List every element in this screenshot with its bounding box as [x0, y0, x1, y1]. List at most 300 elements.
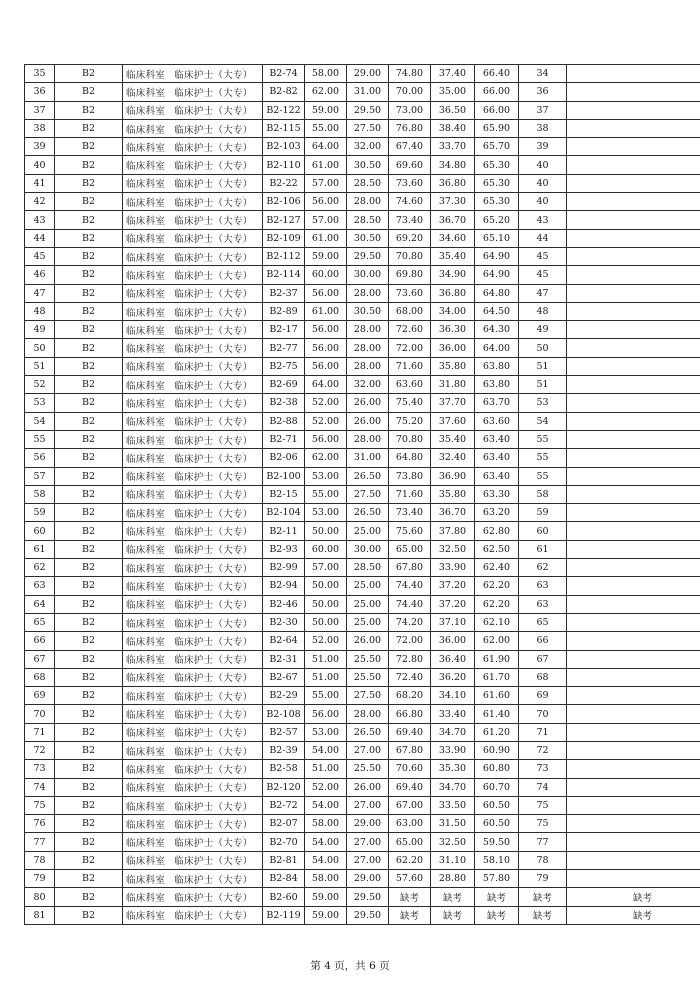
cell-total-score: 缺考: [475, 888, 519, 906]
table-row: [25, 632, 700, 650]
cell-remark: [567, 833, 700, 851]
cell-interview-weighted: 36.80: [431, 284, 475, 302]
cell-interview-score: 67.00: [389, 796, 431, 814]
cell-written-score: 52.00: [305, 394, 347, 412]
cell-remark: [567, 266, 700, 284]
post-label: 临床护士（大专）: [174, 472, 253, 484]
cell-interview-weighted: 34.00: [431, 302, 475, 320]
cell-seq-no: 64: [25, 595, 55, 613]
cell-seq-no: 48: [25, 302, 55, 320]
cell-exam-no: B2-104: [263, 504, 305, 522]
cell-written-score: 60.00: [305, 266, 347, 284]
cell-interview-score: 57.60: [389, 870, 431, 888]
department-label: 临床科室: [126, 472, 166, 484]
cell-exam-no: B2-39: [263, 741, 305, 759]
cell-department-post: [123, 357, 263, 375]
cell-written-score: 64.00: [305, 376, 347, 394]
cell-exam-no: B2-15: [263, 485, 305, 503]
cell-category: B2: [55, 632, 123, 650]
cell-exam-no: B2-38: [263, 394, 305, 412]
cell-interview-weighted: 缺考: [431, 888, 475, 906]
cell-seq-no: 47: [25, 284, 55, 302]
post-label: 临床护士（大专）: [174, 728, 253, 740]
cell-written-weighted: 29.50: [347, 101, 389, 119]
post-label: 临床护士（大专）: [174, 362, 253, 374]
cell-category: B2: [55, 650, 123, 668]
cell-department-post: [123, 119, 263, 137]
cell-rank: 70: [519, 705, 567, 723]
cell-interview-score: 74.20: [389, 613, 431, 631]
table-row: [25, 65, 700, 83]
cell-rank: 45: [519, 266, 567, 284]
cell-seq-no: 67: [25, 650, 55, 668]
cell-seq-no: 51: [25, 357, 55, 375]
cell-category: B2: [55, 723, 123, 741]
cell-interview-weighted: 36.20: [431, 668, 475, 686]
cell-rank: 36: [519, 83, 567, 101]
cell-interview-weighted: 33.90: [431, 559, 475, 577]
post-label: 临床护士（大专）: [174, 87, 253, 99]
table-row: [25, 193, 700, 211]
department-label: 临床科室: [126, 307, 166, 319]
cell-interview-weighted: 缺考: [431, 906, 475, 924]
post-label: 临床护士（大专）: [174, 691, 253, 703]
cell-exam-no: B2-93: [263, 540, 305, 558]
post-label: 临床护士（大专）: [174, 783, 253, 795]
cell-department-post: [123, 394, 263, 412]
cell-written-score: 53.00: [305, 467, 347, 485]
cell-category: B2: [55, 193, 123, 211]
post-label: 临床护士（大专）: [174, 673, 253, 685]
cell-interview-score: 63.60: [389, 376, 431, 394]
cell-remark: [567, 321, 700, 339]
table-row: [25, 247, 700, 265]
cell-written-score: 54.00: [305, 796, 347, 814]
cell-remark: [567, 339, 700, 357]
department-label: 临床科室: [126, 783, 166, 795]
cell-exam-no: B2-94: [263, 577, 305, 595]
cell-department-post: [123, 632, 263, 650]
cell-category: B2: [55, 321, 123, 339]
table-row: [25, 357, 700, 375]
table-row: [25, 851, 700, 869]
cell-category: B2: [55, 778, 123, 796]
cell-written-weighted: 29.50: [347, 888, 389, 906]
cell-department-post: [123, 266, 263, 284]
cell-rank: 60: [519, 522, 567, 540]
department-label: 临床科室: [126, 746, 166, 758]
cell-rank: 40: [519, 193, 567, 211]
cell-written-score: 62.00: [305, 83, 347, 101]
department-label: 临床科室: [126, 124, 166, 136]
table-row: [25, 266, 700, 284]
cell-total-score: 65.70: [475, 138, 519, 156]
cell-rank: 53: [519, 394, 567, 412]
table-row: [25, 668, 700, 686]
cell-remark: [567, 119, 700, 137]
cell-interview-score: 73.60: [389, 174, 431, 192]
table-row: [25, 705, 700, 723]
cell-exam-no: B2-114: [263, 266, 305, 284]
table-row: [25, 174, 700, 192]
post-label: 临床护士（大专）: [174, 252, 253, 264]
table-row: [25, 302, 700, 320]
cell-department-post: [123, 687, 263, 705]
cell-seq-no: 60: [25, 522, 55, 540]
cell-written-weighted: 25.00: [347, 577, 389, 595]
cell-interview-score: 62.20: [389, 851, 431, 869]
department-label: 临床科室: [126, 270, 166, 282]
cell-written-score: 54.00: [305, 741, 347, 759]
cell-written-weighted: 28.00: [347, 339, 389, 357]
cell-written-score: 59.00: [305, 247, 347, 265]
cell-rank: 59: [519, 504, 567, 522]
cell-exam-no: B2-29: [263, 687, 305, 705]
cell-seq-no: 71: [25, 723, 55, 741]
cell-department-post: [123, 577, 263, 595]
cell-category: B2: [55, 705, 123, 723]
cell-written-weighted: 26.50: [347, 467, 389, 485]
cell-seq-no: 38: [25, 119, 55, 137]
cell-category: B2: [55, 284, 123, 302]
cell-exam-no: B2-122: [263, 101, 305, 119]
post-label: 临床护士（大专）: [174, 325, 253, 337]
table-row: [25, 229, 700, 247]
cell-rank: 缺考: [519, 888, 567, 906]
cell-department-post: [123, 174, 263, 192]
table-row: [25, 778, 700, 796]
cell-total-score: 61.40: [475, 705, 519, 723]
cell-remark: [567, 760, 700, 778]
cell-seq-no: 59: [25, 504, 55, 522]
cell-exam-no: B2-100: [263, 467, 305, 485]
cell-interview-weighted: 37.30: [431, 193, 475, 211]
cell-interview-weighted: 37.80: [431, 522, 475, 540]
post-label: 临床护士（大专）: [174, 417, 253, 429]
cell-total-score: 63.20: [475, 504, 519, 522]
cell-interview-score: 67.80: [389, 559, 431, 577]
cell-rank: 72: [519, 741, 567, 759]
cell-written-score: 54.00: [305, 851, 347, 869]
post-label: 临床护士（大专）: [174, 856, 253, 868]
cell-interview-score: 76.80: [389, 119, 431, 137]
post-label: 临床护士（大专）: [174, 618, 253, 630]
cell-department-post: [123, 65, 263, 83]
cell-interview-score: 68.00: [389, 302, 431, 320]
cell-interview-weighted: 37.10: [431, 613, 475, 631]
cell-written-weighted: 28.50: [347, 174, 389, 192]
department-label: 临床科室: [126, 655, 166, 667]
cell-rank: 51: [519, 376, 567, 394]
cell-category: B2: [55, 211, 123, 229]
cell-interview-weighted: 32.50: [431, 833, 475, 851]
cell-interview-weighted: 37.70: [431, 394, 475, 412]
cell-interview-weighted: 36.70: [431, 211, 475, 229]
cell-seq-no: 58: [25, 485, 55, 503]
cell-written-score: 53.00: [305, 723, 347, 741]
cell-interview-weighted: 34.80: [431, 156, 475, 174]
cell-category: B2: [55, 430, 123, 448]
cell-interview-score: 缺考: [389, 888, 431, 906]
cell-written-score: 57.00: [305, 559, 347, 577]
cell-seq-no: 43: [25, 211, 55, 229]
cell-remark: [567, 815, 700, 833]
cell-interview-weighted: 36.00: [431, 632, 475, 650]
post-label: 临床护士（大专）: [174, 453, 253, 465]
department-label: 临床科室: [126, 179, 166, 191]
cell-written-score: 58.00: [305, 815, 347, 833]
cell-department-post: [123, 138, 263, 156]
post-label: 临床护士（大专）: [174, 124, 253, 136]
cell-written-weighted: 29.50: [347, 247, 389, 265]
cell-rank: 55: [519, 449, 567, 467]
department-label: 临床科室: [126, 563, 166, 575]
cell-written-weighted: 26.50: [347, 504, 389, 522]
table-row: [25, 321, 700, 339]
post-label: 临床护士（大专）: [174, 600, 253, 612]
cell-department-post: [123, 376, 263, 394]
cell-total-score: 65.20: [475, 211, 519, 229]
cell-total-score: 64.80: [475, 284, 519, 302]
cell-category: B2: [55, 595, 123, 613]
table-row: [25, 339, 700, 357]
cell-total-score: 60.90: [475, 741, 519, 759]
cell-interview-weighted: 36.50: [431, 101, 475, 119]
cell-rank: 69: [519, 687, 567, 705]
cell-total-score: 缺考: [475, 906, 519, 924]
cell-seq-no: 73: [25, 760, 55, 778]
cell-remark: [567, 577, 700, 595]
cell-category: B2: [55, 65, 123, 83]
cell-total-score: 65.30: [475, 156, 519, 174]
cell-seq-no: 75: [25, 796, 55, 814]
cell-interview-score: 73.00: [389, 101, 431, 119]
cell-remark: [567, 211, 700, 229]
cell-interview-weighted: 36.70: [431, 504, 475, 522]
department-label: 临床科室: [126, 142, 166, 154]
department-label: 临床科室: [126, 197, 166, 209]
score-table-body: [25, 65, 700, 925]
cell-total-score: 57.80: [475, 870, 519, 888]
cell-category: B2: [55, 833, 123, 851]
page-footer: 第 4 页，共 6 页: [310, 960, 390, 972]
cell-remark: [567, 522, 700, 540]
cell-interview-score: 69.40: [389, 723, 431, 741]
cell-remark: [567, 357, 700, 375]
cell-interview-score: 63.00: [389, 815, 431, 833]
cell-category: B2: [55, 138, 123, 156]
cell-seq-no: 44: [25, 229, 55, 247]
cell-rank: 40: [519, 174, 567, 192]
cell-interview-score: 74.40: [389, 595, 431, 613]
cell-exam-no: B2-71: [263, 430, 305, 448]
cell-exam-no: B2-64: [263, 632, 305, 650]
cell-written-score: 56.00: [305, 357, 347, 375]
department-label: 临床科室: [126, 600, 166, 612]
cell-rank: 79: [519, 870, 567, 888]
cell-written-weighted: 28.50: [347, 211, 389, 229]
cell-seq-no: 77: [25, 833, 55, 851]
cell-written-score: 50.00: [305, 595, 347, 613]
department-label: 临床科室: [126, 216, 166, 228]
cell-seq-no: 79: [25, 870, 55, 888]
cell-rank: 55: [519, 467, 567, 485]
post-label: 临床护士（大专）: [174, 289, 253, 301]
cell-category: B2: [55, 687, 123, 705]
cell-rank: 61: [519, 540, 567, 558]
cell-remark: [567, 504, 700, 522]
cell-written-weighted: 29.00: [347, 815, 389, 833]
cell-interview-score: 70.60: [389, 760, 431, 778]
cell-written-score: 56.00: [305, 193, 347, 211]
cell-total-score: 66.00: [475, 101, 519, 119]
cell-exam-no: B2-112: [263, 247, 305, 265]
department-label: 临床科室: [126, 911, 166, 923]
cell-total-score: 63.40: [475, 467, 519, 485]
cell-category: B2: [55, 796, 123, 814]
cell-department-post: [123, 613, 263, 631]
cell-written-score: 52.00: [305, 632, 347, 650]
table-row: [25, 650, 700, 668]
cell-written-weighted: 30.50: [347, 156, 389, 174]
post-label: 临床护士（大专）: [174, 636, 253, 648]
department-label: 临床科室: [126, 344, 166, 356]
cell-exam-no: B2-82: [263, 83, 305, 101]
cell-department-post: [123, 741, 263, 759]
cell-total-score: 64.00: [475, 339, 519, 357]
cell-total-score: 62.80: [475, 522, 519, 540]
cell-interview-weighted: 35.40: [431, 247, 475, 265]
cell-written-score: 56.00: [305, 284, 347, 302]
cell-written-weighted: 25.00: [347, 522, 389, 540]
cell-written-score: 50.00: [305, 577, 347, 595]
cell-exam-no: B2-17: [263, 321, 305, 339]
cell-department-post: [123, 485, 263, 503]
cell-written-weighted: 28.50: [347, 559, 389, 577]
cell-interview-score: 69.40: [389, 778, 431, 796]
cell-rank: 44: [519, 229, 567, 247]
cell-department-post: [123, 888, 263, 906]
cell-total-score: 59.50: [475, 833, 519, 851]
table-row: [25, 723, 700, 741]
cell-department-post: [123, 833, 263, 851]
cell-category: B2: [55, 376, 123, 394]
table-row: [25, 284, 700, 302]
cell-written-weighted: 27.00: [347, 741, 389, 759]
cell-remark: [567, 741, 700, 759]
cell-total-score: 61.90: [475, 650, 519, 668]
post-label: 临床护士（大专）: [174, 581, 253, 593]
cell-interview-score: 65.00: [389, 833, 431, 851]
department-label: 临床科室: [126, 435, 166, 447]
cell-exam-no: B2-11: [263, 522, 305, 540]
department-label: 临床科室: [126, 289, 166, 301]
cell-exam-no: B2-22: [263, 174, 305, 192]
cell-interview-score: 70.00: [389, 83, 431, 101]
cell-interview-weighted: 34.70: [431, 778, 475, 796]
cell-total-score: 63.60: [475, 412, 519, 430]
cell-exam-no: B2-120: [263, 778, 305, 796]
cell-interview-weighted: 35.40: [431, 430, 475, 448]
cell-remark: [567, 412, 700, 430]
cell-rank: 78: [519, 851, 567, 869]
cell-category: B2: [55, 760, 123, 778]
cell-rank: 43: [519, 211, 567, 229]
cell-remark: [567, 430, 700, 448]
cell-interview-weighted: 28.80: [431, 870, 475, 888]
cell-total-score: 61.70: [475, 668, 519, 686]
post-label: 临床护士（大专）: [174, 197, 253, 209]
cell-exam-no: B2-106: [263, 193, 305, 211]
cell-interview-weighted: 36.90: [431, 467, 475, 485]
table-row: [25, 613, 700, 631]
cell-seq-no: 53: [25, 394, 55, 412]
post-label: 临床护士（大专）: [174, 911, 253, 923]
post-label: 临床护士（大专）: [174, 893, 253, 904]
cell-interview-score: 71.60: [389, 357, 431, 375]
cell-seq-no: 63: [25, 577, 55, 595]
department-label: 临床科室: [126, 893, 166, 904]
cell-written-weighted: 26.00: [347, 778, 389, 796]
table-row: [25, 376, 700, 394]
cell-remark: [567, 229, 700, 247]
cell-seq-no: 42: [25, 193, 55, 211]
table-row: [25, 595, 700, 613]
cell-department-post: [123, 851, 263, 869]
cell-remark: [567, 595, 700, 613]
cell-interview-score: 75.60: [389, 522, 431, 540]
cell-written-weighted: 27.00: [347, 851, 389, 869]
table-row: [25, 467, 700, 485]
cell-department-post: [123, 668, 263, 686]
cell-interview-score: 69.20: [389, 229, 431, 247]
cell-written-score: 51.00: [305, 650, 347, 668]
cell-interview-score: 73.40: [389, 211, 431, 229]
post-label: 临床护士（大专）: [174, 545, 253, 557]
cell-category: B2: [55, 540, 123, 558]
cell-total-score: 64.90: [475, 247, 519, 265]
cell-category: B2: [55, 229, 123, 247]
cell-exam-no: B2-103: [263, 138, 305, 156]
post-label: 临床护士（大专）: [174, 490, 253, 502]
cell-remark: [567, 687, 700, 705]
post-label: 临床护士（大专）: [174, 179, 253, 191]
cell-total-score: 63.40: [475, 449, 519, 467]
cell-total-score: 62.20: [475, 595, 519, 613]
cell-seq-no: 68: [25, 668, 55, 686]
cell-written-score: 59.00: [305, 888, 347, 906]
cell-written-weighted: 27.50: [347, 119, 389, 137]
cell-department-post: [123, 650, 263, 668]
cell-written-score: 61.00: [305, 229, 347, 247]
cell-written-score: 50.00: [305, 522, 347, 540]
cell-exam-no: B2-70: [263, 833, 305, 851]
cell-rank: 75: [519, 796, 567, 814]
cell-department-post: [123, 430, 263, 448]
cell-interview-weighted: 32.50: [431, 540, 475, 558]
cell-seq-no: 35: [25, 65, 55, 83]
cell-category: B2: [55, 119, 123, 137]
cell-interview-weighted: 36.80: [431, 174, 475, 192]
table-row: [25, 83, 700, 101]
department-label: 临床科室: [126, 234, 166, 246]
cell-exam-no: B2-07: [263, 815, 305, 833]
cell-remark: [567, 650, 700, 668]
cell-rank: 48: [519, 302, 567, 320]
cell-category: B2: [55, 613, 123, 631]
department-label: 临床科室: [126, 325, 166, 337]
cell-rank: 74: [519, 778, 567, 796]
